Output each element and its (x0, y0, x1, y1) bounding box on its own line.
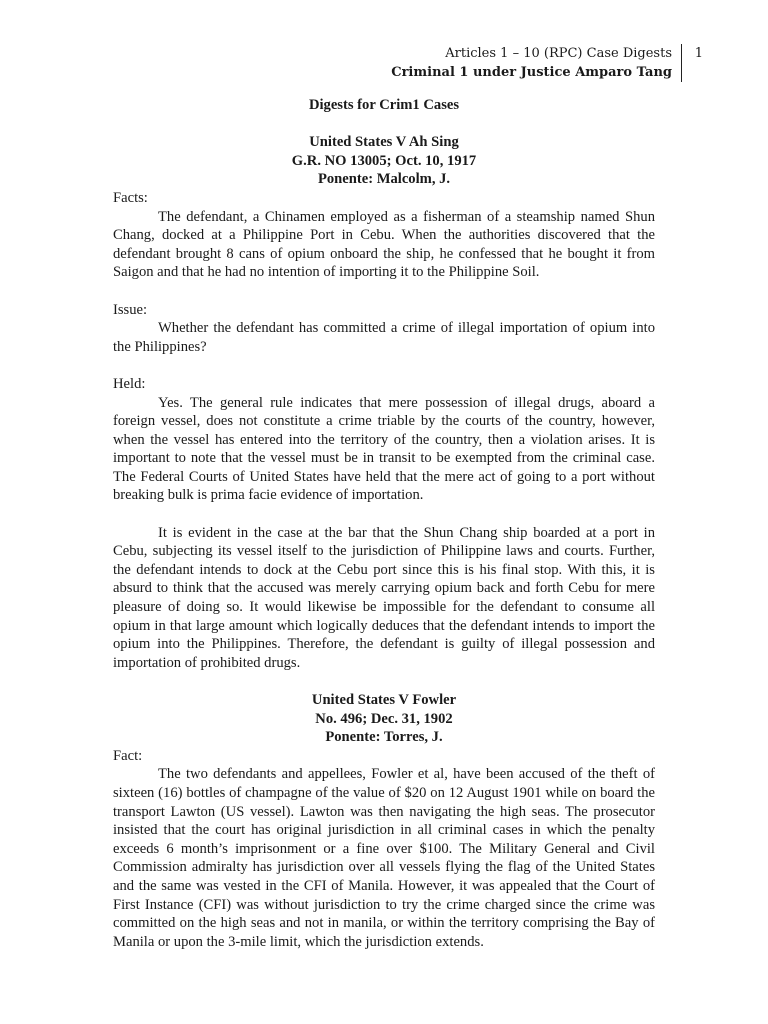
document-title: Digests for Crim1 Cases (308, 97, 460, 113)
running-header (391, 44, 682, 82)
case2-citation: No. 496; Dec. 31, 1902 (315, 710, 453, 727)
header-line-2: Criminal 1 under Justice Amparo Tang (391, 65, 672, 80)
case1-facts-label: Facts: (113, 189, 148, 206)
header-line-1: Articles 1 – 10 (RPC) Case Digests (445, 46, 672, 61)
case1-citation: G.R. NO 13005; Oct. 10, 1917 (291, 152, 477, 169)
case2-fact-label: Fact: (113, 747, 143, 764)
case2-fact-paragraph: The two defendants and appellees, Fowler et al, have been accused of the theft of sixteen (16) bottles of champagne of the value of $20 on 12 August 1901 while on board the transport Lawton (US vessel). Lawton was then navigating the high seas. The prosecutor insisted that the court has original jurisdiction in all criminal cases in which the penalty exceeds 6 month’s imprisonment or a fine over $100. The Military General and Civil Commission admiralty has jurisdiction over all vessels flying the flag of the United States and the same was vested in the CFI of Manila. However, it was appealed that the Court of First Instance (CFI) was without jurisdiction to try the crime charged since the crime was committed on the high seas and not in manila, or within the territory comprising the Bay of Manila or upon the 3-mile limit, which the jurisdiction extends. (113, 766, 655, 950)
case2-title: United States V Fowler (311, 692, 457, 708)
case1-issue-paragraph: Whether the defendant has committed a crime of illegal importation of opium into the Philippines? (113, 320, 655, 355)
case1-issue-label: Issue: (113, 301, 148, 318)
page-number: 1 (694, 46, 703, 61)
case2-ponente: Ponente: Torres, J. (325, 729, 443, 746)
case1-title: United States V Ah Sing (309, 134, 459, 151)
case1-held-label: Held: (113, 375, 146, 392)
document-body (113, 96, 655, 951)
case1-held-paragraph-2: It is evident in the case at the bar that the Shun Chang ship boarded at a port in Cebu, subjecting its vessel itself to the jurisdiction of Philippine laws and courts. Further, the defendant intends to dock at the Cebu port since this is his final stop. With this, it is absurd to think that the accused was merely carrying opium back and forth Cebu for mere pleasure of doing so. It would likewise be impossible for the defendant to consume all opium in that large amount which logically deduces that the defendant intends to import the opium into the Philippines. Therefore, the defendant is guilty of illegal possession and importation of prohibited drugs. (113, 524, 655, 671)
case1-ponente: Ponente: Malcolm, J. (317, 171, 451, 188)
case1-held-paragraph-1: Yes. The general rule indicates that mere possession of illegal drugs, aboard a foreign vessel, does not constitute a crime triable by the courts of the country, however, when the vessel has entered into the territory of the country, then a violation arises. It is important to note that the vessel must be in transit to be exempted from the criminal case. The Federal Courts of United States have held that the mere act of going to a port without breaking bulk is prima facie evidence of importation. (113, 394, 655, 504)
case1-facts-paragraph: The defendant, a Chinamen employed as a fisherman of a steamship named Shun Chang, docked at a Philippine Port in Cebu. When the authorities discovered that the defendant brought 8 cans of opium onboard the ship, he confessed that he bought it from Saigon and that he had no intention of importing it to the Philippine Soil. (113, 208, 655, 281)
